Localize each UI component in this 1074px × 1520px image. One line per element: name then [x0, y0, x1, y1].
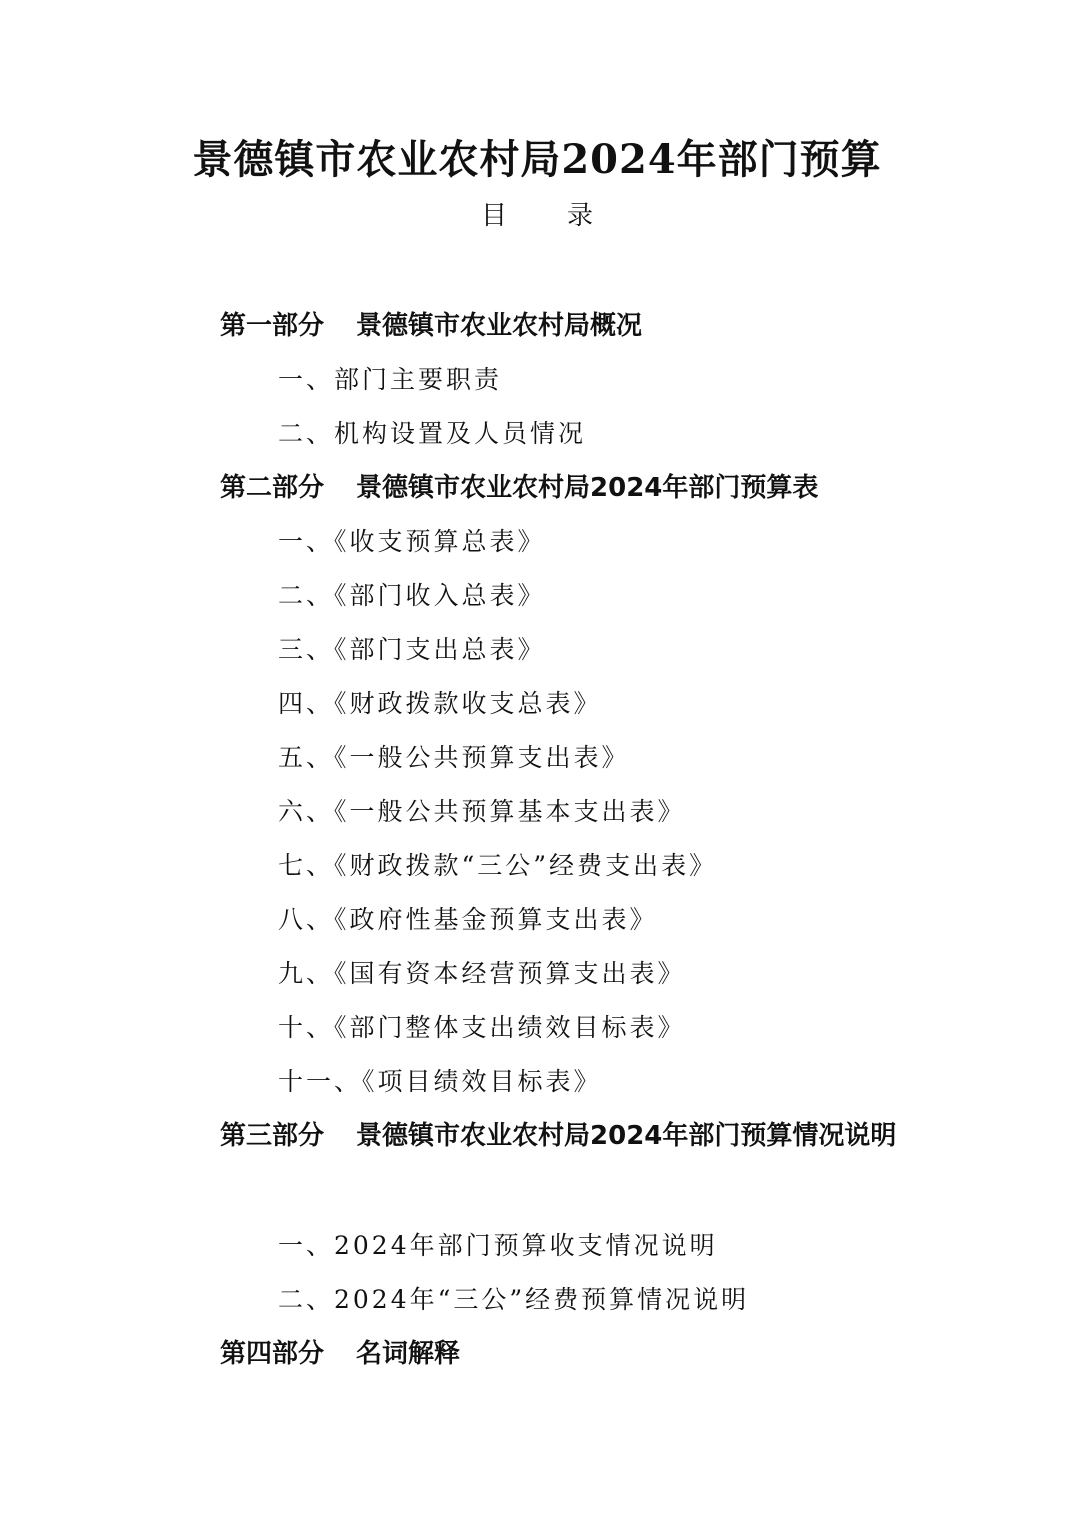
- toc-item[interactable]: 十一、《项目绩效目标表》: [278, 1067, 602, 1096]
- toc-item[interactable]: 八、《政府性基金预算支出表》: [278, 905, 658, 934]
- toc-part-1-heading[interactable]: [220, 306, 642, 346]
- part-number: 第三部分: [220, 1121, 325, 1151]
- toc-item[interactable]: 四、《财政拨款收支总表》: [278, 689, 602, 718]
- part-title: 名词解释: [356, 1339, 461, 1369]
- toc-item[interactable]: 一、部门主要职责: [278, 365, 503, 394]
- toc-item[interactable]: 七、《财政拨款“三公”经费支出表》: [278, 851, 718, 880]
- toc-part-2-heading[interactable]: [220, 468, 818, 508]
- part-number: 第二部分: [220, 473, 325, 503]
- toc-item[interactable]: 二、《部门收入总表》: [278, 581, 546, 610]
- document-title: 景德镇市农业农村局2024年部门预算: [192, 136, 882, 183]
- toc-item[interactable]: 二、机构设置及人员情况: [278, 419, 587, 448]
- toc-item[interactable]: 二、2024年“三公”经费预算情况说明: [278, 1285, 750, 1314]
- toc-item[interactable]: 九、《国有资本经营预算支出表》: [278, 959, 686, 988]
- toc-item[interactable]: 六、《一般公共预算基本支出表》: [278, 797, 686, 826]
- toc-heading: 目录: [480, 201, 653, 231]
- toc-part-3-heading[interactable]: [164, 1109, 924, 1163]
- toc-part-4-heading[interactable]: [220, 1334, 460, 1374]
- part-title: 景德镇市农业农村局概况: [356, 311, 643, 341]
- part-number: 第一部分: [220, 311, 325, 341]
- toc-item[interactable]: 一、2024年部门预算收支情况说明: [278, 1231, 718, 1260]
- toc-item[interactable]: 一、《收支预算总表》: [278, 527, 546, 556]
- part-number: 第四部分: [220, 1339, 325, 1369]
- toc-item[interactable]: 五、《一般公共预算支出表》: [278, 743, 630, 772]
- part-title: 景德镇市农业农村局2024年部门预算表: [356, 473, 819, 503]
- part-title: 景德镇市农业农村局2024年部门预算情况说明: [356, 1121, 897, 1151]
- toc-item[interactable]: 三、《部门支出总表》: [278, 635, 546, 664]
- toc-item[interactable]: 十、《部门整体支出绩效目标表》: [278, 1013, 686, 1042]
